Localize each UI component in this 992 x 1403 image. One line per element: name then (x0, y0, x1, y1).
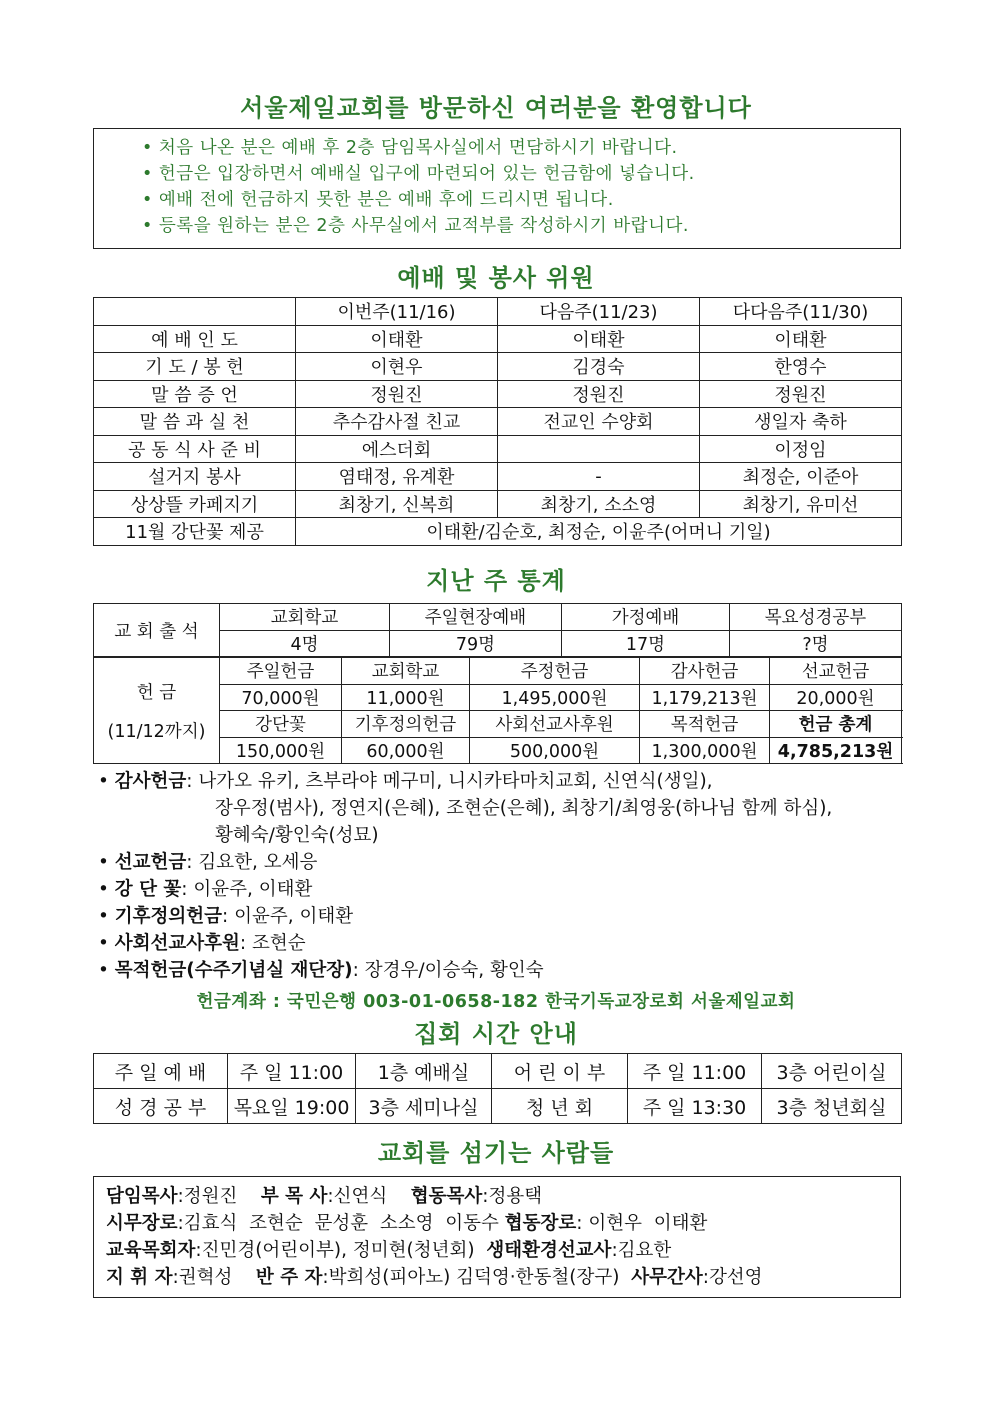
staff-line: 담임목사:정원진 부 목 사:신연식 협동목사:정용택 (106, 1186, 543, 1207)
staff-line: 시무장로:김효식 조현순 문성훈 소소영 이동수 협동장로: 이현우 이태환 (106, 1213, 708, 1234)
duty-cell: 한영수 (700, 353, 902, 381)
offering-header: 기후정의헌금 (342, 711, 470, 738)
meeting-cell: 어 린 이 부 (492, 1054, 628, 1089)
flower-note-label: 강 단 꽃 (114, 879, 182, 900)
table-row (94, 490, 902, 518)
duty-cell: 정원진 (700, 380, 902, 408)
duty-cell: 이태환 (296, 325, 498, 353)
welcome-title: 서울제일교회를 방문하신 여러분을 환영합니다 (240, 94, 752, 122)
meeting-cell: 1층 예배실 (356, 1054, 492, 1089)
list-item: • 기후정의헌금: 이윤주, 이태환 (98, 906, 354, 927)
duty-cell: 에스더회 (296, 435, 498, 463)
welcome-line: • 등록을 원하는 분은 2층 사무실에서 교적부를 작성하시기 바랍니다. (142, 216, 689, 236)
offering-value: 1,495,000원 (470, 684, 640, 711)
climate-label: 기후정의헌금 (114, 906, 223, 927)
offering-value: 11,000원 (342, 684, 470, 711)
duty-cell: 이현우 (296, 353, 498, 381)
staff-value: 박희성(피아노) 김덕영·한동철(장구) (328, 1267, 620, 1288)
welcome-line: • 헌금은 입장하면서 예배실 입구에 마련되어 있는 헌금함에 넣습니다. (142, 164, 695, 184)
duty-cell: 생일자 축하 (700, 408, 902, 436)
staff-box (93, 1176, 901, 1298)
attendance-label: 교 회 출 석 (94, 604, 220, 658)
meeting-cell: 주 일 11:00 (628, 1054, 762, 1089)
staff-label: 부 목 사 (260, 1186, 328, 1207)
table-row (94, 325, 902, 353)
table-row (94, 1089, 902, 1124)
staff-label: 교육목회자 (106, 1240, 196, 1261)
staff-line: 지 휘 자:권혁성 반 주 자:박희성(피아노) 김덕영·한동철(장구) 사무간사:강선영 (106, 1267, 763, 1288)
offering-header: 목적헌금 (640, 711, 770, 738)
staff-label: 담임목사 (106, 1186, 178, 1207)
meeting-cell: 3층 세미나실 (356, 1089, 492, 1124)
duty-role: 기 도 / 봉 헌 (94, 353, 296, 381)
attendance-value: 4명 (220, 630, 390, 657)
offering-header: 주정헌금 (470, 657, 640, 684)
staff-label: 시무장로 (106, 1213, 178, 1234)
meeting-cell: 청 년 회 (492, 1089, 628, 1124)
staff-label: 지 휘 자 (106, 1267, 173, 1288)
meeting-cell: 목요일 19:00 (228, 1089, 356, 1124)
list-item (98, 822, 918, 849)
flower-note-value: 이윤주, 이태환 (193, 879, 313, 900)
offering-header: 감사헌금 (640, 657, 770, 684)
offering-value: 1,300,000원 (640, 737, 770, 764)
offering-header: 교회학교 (342, 657, 470, 684)
list-item: • 감사헌금: 나가오 유키, 츠부라야 메구미, 니시카타마치교회, 신연식(생일), (98, 771, 713, 792)
flower-value: 이태환/김순호, 최정순, 이윤주(어머니 기일) (296, 518, 902, 546)
duty-cell: 최창기, 유미선 (700, 490, 902, 518)
welcome-line: • 처음 나온 분은 예배 후 2층 담임목사실에서 면담하시기 바랍니다. (142, 138, 678, 158)
mission-label: 선교헌금 (114, 852, 187, 873)
staff-value: 진민경(어린이부), 정미현(청년회) (201, 1240, 475, 1261)
staff-value: 김요한 (617, 1240, 672, 1261)
staff-label: 협동목사 (410, 1186, 483, 1207)
table-row (94, 657, 902, 684)
table-row (94, 353, 902, 381)
staff-value: 정용택 (488, 1186, 543, 1207)
list-item: • 선교헌금: 김요한, 오세응 (98, 852, 318, 873)
duty-title: 예배 및 봉사 위원 (397, 264, 595, 292)
meeting-cell: 3층 청년회실 (762, 1089, 902, 1124)
staff-value: 권혁성 (178, 1267, 233, 1288)
offering-header: 주일헌금 (220, 657, 342, 684)
meeting-cell: 주 일 11:00 (228, 1054, 356, 1089)
table-row (94, 408, 902, 436)
attendance-header: 교회학교 (220, 604, 390, 631)
meeting-cell: 3층 어린이실 (762, 1054, 902, 1089)
duty-role: 공 동 식 사 준 비 (94, 435, 296, 463)
staff-line: 교육목회자:진민경(어린이부), 정미현(청년회) 생태환경선교사:김요한 (106, 1240, 672, 1261)
duty-header-row (94, 298, 902, 326)
offering-date: (11/12까지) (107, 721, 206, 742)
list-item: • 목적헌금(수주기념실 재단장): 장경우/이승숙, 황인숙 (98, 960, 544, 981)
duty-table (93, 297, 902, 546)
table-row (94, 435, 902, 463)
offering-total-value: 4,785,213원 (770, 737, 902, 764)
purpose-label: 목적헌금(수주기념실 재단장) (114, 960, 353, 981)
staff-label: 생태환경선교사 (486, 1240, 612, 1261)
thanks-value: 나가오 유키, 츠부라야 메구미, 니시카타마치교회, 신연식(생일), (198, 771, 713, 792)
purpose-value: 장경우/이승숙, 황인숙 (364, 960, 544, 981)
table-row (94, 380, 902, 408)
flower-label: 11월 강단꽃 제공 (94, 518, 296, 546)
stats-title: 지난 주 통계 (426, 567, 566, 595)
staff-title: 교회를 섬기는 사람들 (377, 1139, 615, 1167)
staff-value: 정원진 (183, 1186, 238, 1207)
duty-role: 예 배 인 도 (94, 325, 296, 353)
mission-value: 김요한, 오세응 (198, 852, 318, 873)
duty-cell (498, 435, 700, 463)
offering-header: 강단꽃 (220, 711, 342, 738)
meetings-title: 집회 시간 안내 (414, 1020, 578, 1048)
climate-value: 이윤주, 이태환 (234, 906, 354, 927)
duty-role: 말 씀 과 실 천 (94, 408, 296, 436)
staff-label: 협동장로 (504, 1213, 577, 1234)
offering-value: 20,000원 (770, 684, 902, 711)
offering-value: 150,000원 (220, 737, 342, 764)
duty-cell: 이태환 (700, 325, 902, 353)
list-item: • 사회선교사후원: 조현순 (98, 933, 306, 954)
social-label: 사회선교사후원 (114, 933, 240, 954)
duty-cell: 최창기, 신복희 (296, 490, 498, 518)
attendance-value: 17명 (562, 630, 730, 657)
welcome-line: • 예배 전에 헌금하지 못한 분은 예배 후에 드리시면 됩니다. (142, 190, 614, 210)
duty-cell: 최창기, 소소영 (498, 490, 700, 518)
duty-role: 상상뜰 카페지기 (94, 490, 296, 518)
attendance-value: ?명 (730, 630, 902, 657)
offering-label: 헌 금 (136, 682, 177, 703)
table-row (94, 604, 902, 631)
offering-notes (98, 768, 918, 984)
list-item (98, 795, 918, 822)
bank-account: 헌금계좌 : 국민은행 003-01-0658-182 한국기독교장로회 서울제일교회 (196, 992, 796, 1012)
offering-header: 사회선교사후원 (470, 711, 640, 738)
meeting-cell: 주 일 13:30 (628, 1089, 762, 1124)
list-item: • 강 단 꽃: 이윤주, 이태환 (98, 879, 313, 900)
duty-role: 말 씀 증 언 (94, 380, 296, 408)
attendance-header: 가정예배 (562, 604, 730, 631)
duty-cell: 최정순, 이준아 (700, 463, 902, 491)
offering-header: 선교헌금 (770, 657, 902, 684)
attendance-value: 79명 (390, 630, 562, 657)
attendance-header: 주일현장예배 (390, 604, 562, 631)
meeting-cell: 성 경 공 부 (94, 1089, 228, 1124)
duty-cell: 이정임 (700, 435, 902, 463)
offering-value: 500,000원 (470, 737, 640, 764)
offering-value: 1,179,213원 (640, 684, 770, 711)
duty-cell: 염태정, 유계환 (296, 463, 498, 491)
table-row (94, 1054, 902, 1089)
welcome-box (93, 128, 901, 249)
meeting-cell: 주 일 예 배 (94, 1054, 228, 1089)
offering-value: 60,000원 (342, 737, 470, 764)
social-value: 조현순 (252, 933, 306, 954)
thanks-label: 감사헌금 (114, 771, 187, 792)
staff-value: 김효식 조현순 문성훈 소소영 이동수 (183, 1213, 499, 1234)
duty-cell: 이태환 (498, 325, 700, 353)
duty-cell: 김경숙 (498, 353, 700, 381)
thanks-value: 황혜숙/황인숙(성묘) (215, 825, 379, 846)
attendance-header: 목요성경공부 (730, 604, 902, 631)
staff-value: 강선영 (708, 1267, 763, 1288)
table-row (94, 463, 902, 491)
meetings-table (93, 1053, 902, 1124)
duty-header-cell: 다다음주(11/30) (700, 298, 902, 326)
duty-cell: 정원진 (498, 380, 700, 408)
duty-cell: 전교인 수양회 (498, 408, 700, 436)
staff-label: 반 주 자 (255, 1267, 323, 1288)
duty-header-cell: 이번주(11/16) (296, 298, 498, 326)
offering-total-header: 헌금 총계 (770, 711, 902, 738)
duty-header-cell: 다음주(11/23) (498, 298, 700, 326)
thanks-value: 장우정(범사), 정연지(은혜), 조현순(은혜), 최창기/최영웅(하나님 함께 하심), (215, 798, 833, 819)
duty-cell: 추수감사절 친교 (296, 408, 498, 436)
duty-cell: - (498, 463, 700, 491)
table-row (94, 518, 902, 546)
duty-header-cell (94, 298, 296, 326)
staff-value: 신연식 (333, 1186, 388, 1207)
stats-table (93, 603, 902, 764)
offering-label-cell (94, 657, 220, 764)
offering-value: 70,000원 (220, 684, 342, 711)
staff-value: 이현우 이태환 (582, 1213, 708, 1234)
duty-role: 설거지 봉사 (94, 463, 296, 491)
staff-label: 사무간사 (631, 1267, 703, 1288)
duty-cell: 정원진 (296, 380, 498, 408)
